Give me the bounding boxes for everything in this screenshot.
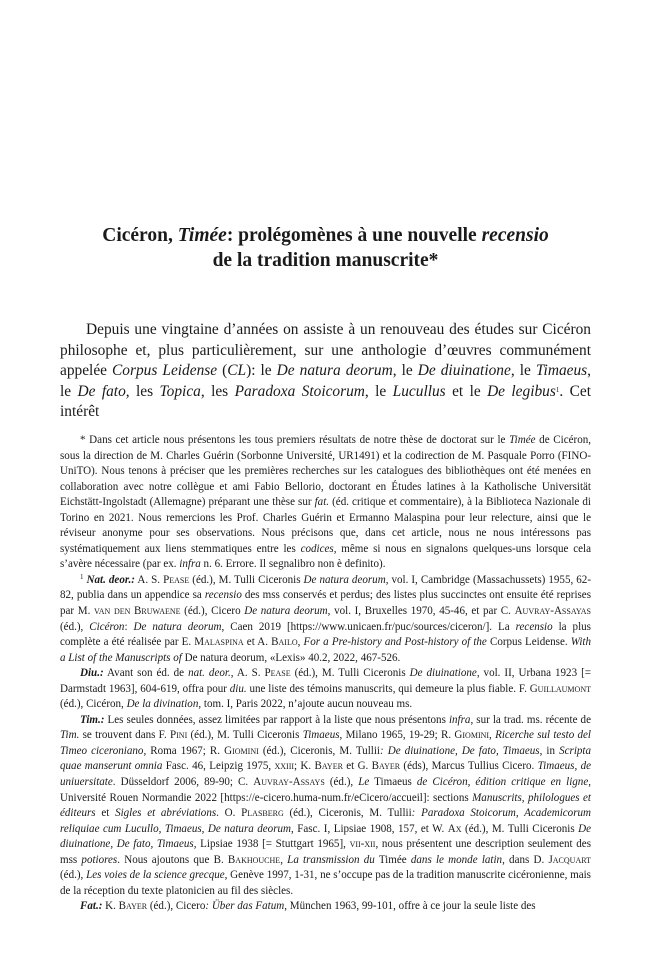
text: ,	[489, 729, 496, 742]
text: . Nous ajoutons que B.	[117, 853, 228, 866]
text: , Milano 1965, 19-29; R.	[339, 729, 455, 742]
title-text: : prolégomènes à une nouvelle	[226, 225, 482, 246]
text: et G.	[342, 760, 372, 773]
text: Avant son éd. de	[103, 667, 189, 680]
italic-text: De diuinatione, De fato, Timaeus	[60, 822, 591, 851]
text: . Düsseldorf 2006, 89-90; C.	[112, 776, 254, 789]
italic-text: De natura deorum	[303, 573, 386, 586]
text: (éd.), Ciceronis, M. Tullii	[283, 807, 412, 820]
text: , vol. II, Urbana 1923 [= Darmstadt 1963], 604-619, offra pour	[60, 667, 591, 695]
italic-text: De diuinatione	[409, 667, 477, 680]
text: , les	[125, 382, 160, 400]
text: , dans D.	[502, 853, 549, 866]
text: A. S.	[134, 573, 164, 586]
work-title: De legibus	[487, 382, 556, 400]
work-title: Corpus Leidense	[112, 362, 218, 380]
text: des mss conservés et perdus; des listes plus succinctes ont ensuite été reprises par M.	[60, 589, 592, 618]
text: (éd.), M. Tulli Ciceronis	[461, 822, 579, 835]
text: , Fasc. I, Lipsiae 1908, 157, et W.	[291, 822, 448, 835]
text: ): le	[246, 362, 277, 380]
author-name: Malaspina	[194, 636, 244, 649]
text: :	[124, 620, 134, 633]
text: Les seules données, assez limitées par rapport à la liste que nous présentons	[104, 713, 449, 726]
author-name: Bailo	[271, 636, 298, 649]
italic-text: potiores	[81, 853, 118, 866]
text: , A. S.	[230, 667, 265, 680]
italic-text: : Paradoxa Stoicorum, Academicorum reliquiae cum Lucullo, Timaeus, De natura deorum	[60, 807, 591, 835]
footnote-heading: Diu.:	[80, 667, 104, 680]
text: , Caen 2019 [https://www.unicaen.fr/puc/sources/ciceron/]. La	[221, 620, 516, 633]
italic-text: Le	[358, 776, 370, 789]
text: (éd.), Cicero	[147, 900, 206, 913]
author-name: Auvray-Assayas	[514, 605, 591, 618]
italic-text: Timée	[509, 434, 536, 446]
footnote-heading: Nat. deor.:	[86, 573, 135, 586]
italic-text: Tim.	[60, 729, 80, 742]
italic-text: La transmission du	[287, 853, 375, 866]
footnote-fat	[60, 899, 591, 915]
italic-text: recensio	[515, 620, 553, 633]
text: et	[95, 807, 116, 820]
title-italic: Timée	[177, 225, 227, 246]
text: (éd. critique et commentaire), à la Biblioteca Nazionale di Torino en 2021. Nous remercions les Prof. Charles Guérin et Ermanno Malaspina pour leur relecture, ainsi que le réviseur anonyme pour ses observations. Nous précisons que, dans cet article, nous ne nous intéressons pas systématiquement aux liens stemmatiques entre les	[60, 496, 591, 555]
title-line-1	[60, 223, 591, 248]
text: , le	[392, 362, 418, 380]
text: (éd.),	[60, 869, 87, 882]
author-name: Bayer	[371, 760, 401, 773]
text: (éd.), Cicero	[180, 605, 245, 618]
work-title: Paradoxa Stoicorum	[234, 382, 365, 400]
italic-text: nat. deor.	[188, 667, 231, 680]
italic-text: De natura deorum	[244, 605, 328, 618]
text: (éd.), Ciceronis, M. Tullii	[258, 744, 380, 757]
abbreviation: CL	[227, 362, 247, 380]
roman-numeral: xxiii	[274, 760, 295, 773]
text: . Cet intérêt	[60, 382, 591, 421]
italic-text: : Über das Fatum	[205, 900, 285, 913]
text: , Genève 1997, 1-31, ne s’occupe pas de la tradition manuscrite cicéronienne, mais de la réception du texte platonicien au fil des siècles.	[60, 869, 591, 897]
work-title: Lucullus	[392, 382, 446, 400]
work-title: Timaeus	[535, 362, 588, 380]
text: (éd.), M. Tulli Ciceronis	[290, 667, 410, 680]
text: (	[217, 362, 228, 380]
italic-text: De la divination	[126, 698, 199, 711]
text: , tom. I, Paris 2022, n’ajoute aucun nouveau ms.	[198, 698, 413, 711]
roman-numeral: vii-xii	[349, 838, 376, 851]
italic-text: Cicéron	[89, 620, 125, 633]
italic-text: infra	[179, 558, 201, 571]
footnote-heading: Fat.:	[80, 900, 103, 913]
footnote-heading: Tim.:	[80, 713, 105, 726]
text: se trouvent dans F.	[79, 729, 170, 742]
text: , le	[510, 362, 536, 380]
author-name: Bakhouche	[227, 853, 281, 866]
italic-text: Les voies de la science grecque	[86, 869, 225, 882]
italic-text: For a Pre-history and Post-history of the	[303, 636, 487, 649]
text: , le	[60, 362, 592, 400]
text: , nous présentent une description seulement des mss	[60, 838, 591, 866]
text: et A.	[243, 636, 272, 649]
text: (éds), Marcus Tullius Cicero.	[400, 760, 538, 773]
text: . O.	[216, 807, 242, 820]
text: Depuis une vingtaine d’années on assiste à un renouveau des études sur Cicéron philosophe et, plus particulièrement, sur une anthologie d’œuvres communément appelée	[60, 321, 591, 380]
text: n. 6. Errore. Il segnalibro non è definito).	[200, 558, 386, 571]
author-name: Bayer	[118, 900, 148, 913]
text: , Roma 1967; R.	[143, 744, 225, 757]
footnotes	[60, 433, 591, 915]
italic-text: With a List of the Manuscripts of	[60, 636, 591, 664]
author-name: Pini	[169, 729, 188, 742]
article-title	[60, 223, 591, 273]
footnote-reference: 1	[555, 385, 560, 394]
text: (éd.),	[324, 776, 359, 789]
text: (éd.), M. Tulli Ciceronis	[189, 573, 304, 586]
text: Fasc. 46, Leipzig 1975,	[162, 760, 275, 773]
italic-text: Scripta quae manserunt omnia	[60, 744, 592, 773]
title-italic: recensio	[481, 225, 549, 246]
author-name: Guillaumont	[529, 682, 591, 695]
author-name: Ax	[447, 822, 462, 835]
author-name: Bayer	[314, 760, 343, 773]
text: (éd.), Cicéron,	[60, 698, 127, 711]
author-name: Jacquart	[548, 853, 591, 866]
author-name: Auvray-Assays	[253, 776, 325, 789]
text: , le	[364, 382, 393, 400]
footnote-tim	[60, 713, 591, 900]
italic-text: recensio	[204, 589, 242, 602]
italic-text: Timaeus, de uniuersitate	[60, 760, 591, 789]
text: une liste des témoins manuscrits, qui demeure la plus fiable. F.	[246, 682, 530, 695]
italic-text: infra	[448, 713, 471, 726]
work-title: De diuinatione	[417, 362, 511, 380]
italic-text: Manuscrits, philologues et éditeurs	[60, 791, 591, 820]
text: K.	[102, 900, 119, 913]
text: Timaeus	[369, 776, 417, 789]
italic-text: Sigles et abréviations	[115, 807, 217, 820]
work-title: Topica	[159, 382, 201, 400]
page	[60, 0, 591, 956]
text: , même si nous en signalons quelques-uns lorsque cela s’avère nécessaire (par ex.	[60, 542, 592, 571]
text: , les	[200, 382, 235, 400]
italic-text: De natura deorum	[133, 620, 222, 633]
text: la plus complète a été réalisée par E.	[60, 620, 591, 649]
text: (éd.),	[60, 620, 90, 633]
footnote-1	[60, 573, 591, 666]
author-name: van den Bruwaene	[94, 605, 181, 618]
text: * Dans cet article nous présentons les tous premiers résultats de notre thèse de doctorat sur le	[80, 434, 510, 446]
body-paragraph	[60, 320, 591, 423]
text: Timée	[374, 853, 411, 866]
author-name: Pease	[264, 667, 291, 680]
italic-text: : De diuinatione, De fato, Timaeus	[379, 744, 540, 757]
footnote-star	[60, 433, 591, 573]
text: , Lipsiae 1938 [= Stuttgart 1965],	[193, 838, 350, 851]
text: , vol. I, Bruxelles 1970, 45-46, et par C.	[327, 605, 515, 618]
italic-text: de Cicéron, édition critique en ligne	[416, 776, 589, 789]
text: Corpus Leidense.	[486, 636, 571, 649]
text: ,	[297, 636, 304, 649]
footnote-number: 1	[80, 572, 84, 581]
text: , sur la trad. ms. récente de	[470, 713, 591, 726]
text: (éd.), M. Tulli Ciceronis	[187, 729, 303, 742]
work-title: De fato	[77, 382, 126, 400]
author-name: Plasberg	[241, 807, 284, 820]
text: De natura deorum, «Lexis» 40.2, 2022, 467-526.	[181, 651, 401, 664]
text: , vol. I, Cambridge (Massachussets) 1955, 62-82, publia dans un appendice sa	[60, 573, 591, 602]
author-name: Giomini	[454, 729, 490, 742]
work-title: De natura deorum	[276, 362, 393, 380]
text: ,	[280, 853, 288, 866]
author-name: Pease	[163, 573, 190, 586]
text: , in	[539, 744, 560, 757]
text: , Université Rouen Normandie 2022 [https://e-cicero.huma-num.fr/eCicero/accueil]: sections	[60, 776, 591, 804]
title-text: Cicéron,	[102, 225, 178, 246]
italic-text: Timaeus	[302, 729, 340, 742]
footnote-diu	[60, 666, 591, 713]
title-line-2: de la tradition manuscrite*	[212, 250, 439, 271]
italic-text: Ricerche sul testo del Timeo ciceroniano	[60, 729, 591, 757]
italic-text: fat.	[314, 496, 330, 509]
text: de Cicéron, sous la direction de M. Charles Guérin (Sorbonne Université, UR1491) et la codirection de M. Pasquale Porro (FINO-UniTO). Nous tenons à préciser que les premières recherches sur les catalogues des bibliothèques ont été menées en collaboration avec notre collègue et ami Fabio Bellorio, doctorant en Études latines à la Katholische Universität Eichstätt-Ingolstadt (Allemagne) préparant une thèse sur	[60, 434, 591, 509]
text: et le	[445, 382, 488, 400]
author-name: Giomini	[224, 744, 259, 757]
italic-text: diu.	[229, 682, 247, 695]
italic-text: dans le monde latin	[410, 853, 503, 866]
italic-text: codices	[300, 542, 334, 555]
text: ; K.	[294, 760, 315, 773]
text: , München 1963, 99-101, offre à ce jour la seule liste des	[284, 900, 536, 913]
